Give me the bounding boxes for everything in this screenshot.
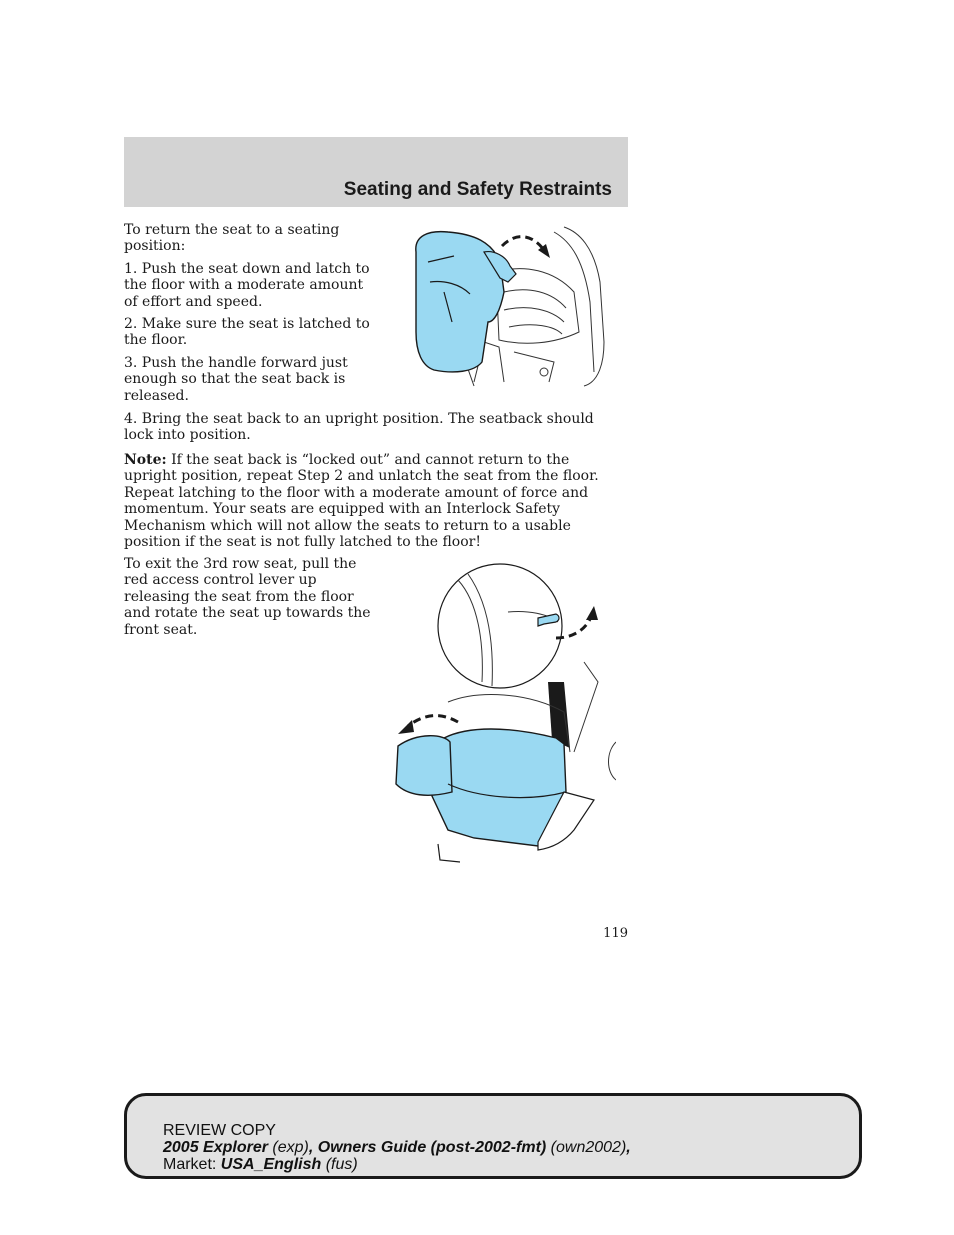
footer-line-2: 2005 Explorer (exp), Owners Guide (post-2002-fmt) (own2002), [163, 1139, 631, 1156]
exit-seat-paragraph: To exit the 3rd row seat, pull the red access control lever up releasing the seat from the floor and rotate the seat up towards the front seat. [124, 556, 371, 638]
note-paragraph [124, 452, 616, 550]
footer-line-1: REVIEW COPY [163, 1122, 276, 1139]
note-label: Note: [124, 452, 167, 468]
step-2-paragraph: 2. Make sure the seat is latched to the floor. [124, 316, 370, 349]
review-copy-footer [124, 1093, 862, 1179]
seat-exit-lever-illustration [388, 562, 616, 870]
page-number: 119 [603, 926, 628, 941]
section-title: Seating and Safety Restraints [343, 179, 612, 200]
intro-paragraph: To return the seat to a seating position: [124, 222, 340, 255]
section-header-band [124, 137, 628, 207]
step-1-paragraph: 1. Push the seat down and latch to the floor with a moderate amount of effort and speed. [124, 261, 370, 310]
step-4-paragraph: 4. Bring the seat back to an upright position. The seatback should lock into position. [124, 411, 594, 444]
seat-fold-upright-illustration [404, 222, 610, 388]
step-3-paragraph: 3. Push the handle forward just enough so that the seat back is released. [124, 355, 348, 404]
note-text: If the seat back is “locked out” and cannot return to the upright position, repeat Step 2 and unlatch the seat from the floor. Repeat latching to the floor with a moderate amount of force and momentum. Your seats are equipped with an Interlock Safety Mechanism which will not allow the seats to return to a usable position if the seat is not fully latched to the floor! [124, 452, 599, 551]
footer-text [163, 1122, 631, 1173]
footer-line-3: Market: USA_English (fus) [163, 1156, 358, 1173]
